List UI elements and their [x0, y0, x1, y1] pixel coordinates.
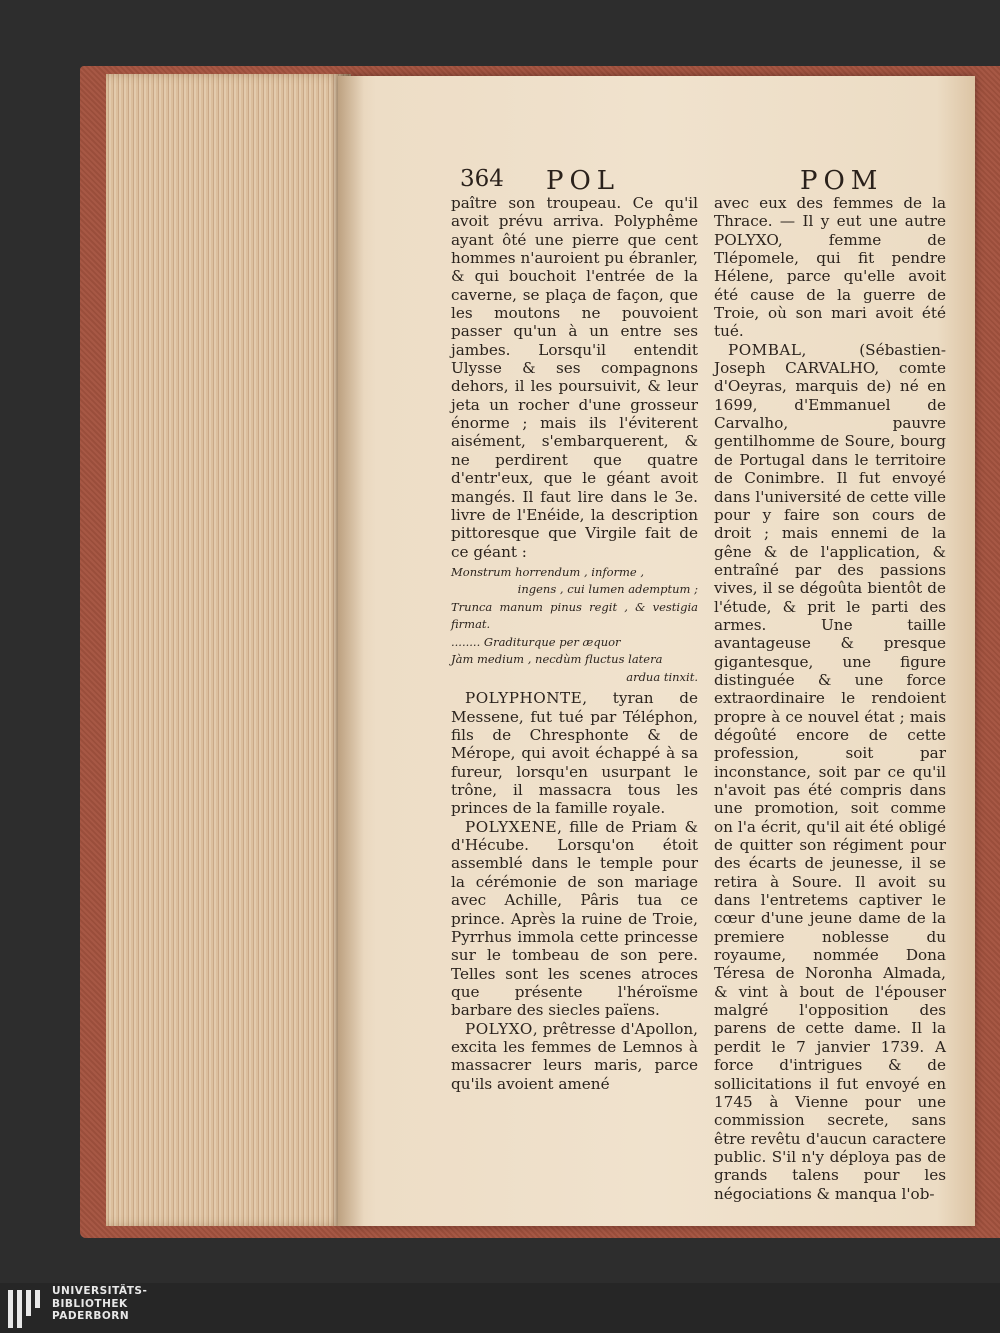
page-number: 364 [460, 166, 504, 192]
paragraph-polyxo-continued: avec eux des femmes de la Thrace. — Il y eut une autre POLYXO, femme de Tlépomele, qui fit pendre Hélene, parce qu'elle avoit été cause de la guerre de Troie, où son mari avoit été tué. [714, 194, 946, 341]
footer-band [0, 1283, 1000, 1333]
verse-line: Monstrum horrendum , informe , [451, 564, 645, 579]
entry-headword: POLYXENE [465, 817, 558, 836]
verse-line: Jàm medium , necdùm fluctus latera [451, 652, 663, 667]
entry-polyxo: POLYXO, prêtresse d'Apollon, excita les femmes de Lemnos à massacrer leurs maris, parce qu'ils avoient amené [451, 1019, 698, 1093]
page-edges [106, 74, 351, 1226]
virgil-quotation [451, 564, 698, 687]
verse-line: ingens , cui lumen ademptum ; [517, 582, 698, 597]
entry-polyxene: POLYXENE, fille de Priam & d'Hécube. Lorsqu'on étoit assemblé dans le temple pour la cérémonie de son mariage avec Achille, Pâris tua ce prince. Après la ruine de Troie, Pyrrhus immola cette princesse sur le tombeau de son pere. Telles sont les scenes atroces que présente l'héroïsme barbare des siecles païens. [451, 817, 698, 1020]
library-name: UNIVERSITÄTS- BIBLIOTHEK PADERBORN [52, 1285, 148, 1322]
right-column [714, 194, 946, 1203]
entry-headword: POLYXO [465, 1019, 533, 1038]
entry-polyphonte: POLYPHONTE, tyran de Messene, fut tué par Téléphon, fils de Chresphonte & de Mérope, qui avoit échappé à sa fureur, lorsqu'en usurpant le trône, il massacra tous les princes de la famille royale. [451, 689, 698, 818]
verse-line: ardua tinxit. [626, 669, 698, 684]
verse-line: Trunca manum pinus regit , & vestigia firmat. [451, 599, 698, 632]
library-logo-icon [6, 1288, 46, 1330]
verse-line: ........ Graditurque per æquor [451, 634, 621, 649]
entry-pombal: POMBAL, (Sébastien-Joseph CARVALHO, comte d'Oeyras, marquis de) né en 1699, d'Emmanuel de Carvalho, pauvre gentilhomme de Soure, bourg de Portugal dans le territoire de Conimbre. Il fut envoyé dans l'université de cette ville pour y faire son cours de droit ; mais ennemi de la gêne & de l'application, & entraîné par des passions vives, il se dégoûta bientôt de l'étude, & prit le parti des armes. Une taille avantageuse & presque gigantesque, une figure distinguée & une force extraordinaire le rendoient propre à ce nouvel état ; mais dégoûté encore de cette profession, soit par inconstance, soit par ce qu'il n'avoit pas été compris dans une promotion, soit comme on l'a écrit, qu'il ait été obligé de quitter son régiment pour des écarts de jeunesse, il se retira à Soure. Il avoit su dans l'entretems captiver le cœur d'une jeune dame de la premiere noblesse du royaume, nommée Dona Téresa de Noronha Almada, & vint à bout de l'épouser malgré l'opposition des parens de cette dame. Il la perdit le 7 janvier 1739. A force d'intrigues & de sollicitations il fut envoyé en 1745 à Vienne pour une commission secrete, sans être revêtu d'aucun caractere public. S'il n'y déploya pas de grands talens pour les négociations & manqua l'ob- [714, 340, 946, 1203]
entry-headword: POMBAL [728, 340, 802, 359]
running-header-left: POL [546, 166, 621, 196]
paragraph-polyphemus: paître son troupeau. Ce qu'il avoit prévu arriva. Polyphême ayant ôté une pierre que cent hommes n'auroient pu ébranler, & qui bouchoit l'entrée de la caverne, se plaça de façon, que les moutons ne pouvoient passer qu'un à un entre ses jambes. Lorsqu'il entendit Ulysse & ses compagnons dehors, il les poursuivit, & leur jeta un rocher d'une grosseur énorme ; mais ils l'éviterent aisément, s'embarquerent, & ne perdirent que quatre d'entr'eux, que le géant avoit mangés. Il faut lire dans le 3e. livre de l'Enéide, la description pittoresque que Virgile fait de ce géant : [451, 194, 698, 561]
entry-headword: POLYPHONTE [465, 689, 583, 708]
left-column [451, 194, 698, 1093]
running-header-right: POM [800, 166, 884, 196]
